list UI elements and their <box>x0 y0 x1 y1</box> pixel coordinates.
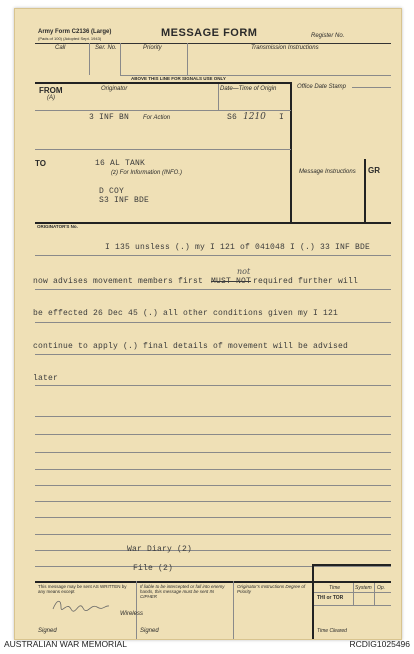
date-time-label: Date—Time of Origin <box>220 86 277 92</box>
thi-tor-label: THI or TOR <box>317 595 344 601</box>
intercept-note: If liable to be intercepted or fall into enemy hands, this message must be sent IN CIPHER <box>140 584 225 599</box>
message-line-3: be effected 26 Dec 45 (.) all other conditions given my I 121 <box>33 309 339 318</box>
date-suffix-typed: I <box>279 113 285 122</box>
written-note: This message may be sent AS WRITTEN by any means except <box>38 584 127 594</box>
time-label: Time <box>329 585 341 591</box>
originator-label: Originator <box>101 86 128 92</box>
from-label: FROM <box>39 86 63 95</box>
for-action-label: For Action <box>143 115 171 121</box>
priority-label: Priority <box>143 45 162 51</box>
originators-no-label: ORIGINATOR'S No. <box>37 224 78 229</box>
office-date-stamp-label: Office Date Stamp <box>297 84 347 90</box>
signed-label-middle: Signed <box>140 628 159 634</box>
message-line-4: continue to apply (.) final details of movement will be advised <box>33 342 349 351</box>
message-form-paper <box>14 8 402 640</box>
register-no-label: Register No. <box>311 33 345 39</box>
from-a-label: (A) <box>47 95 55 101</box>
time-cleared-label: Time Cleared <box>317 628 347 634</box>
date-code-typed: S6 <box>227 113 238 122</box>
war-diary-typed: War Diary (2) <box>127 545 193 554</box>
transmission-label: Transmission Instructions <box>251 45 319 51</box>
message-line-5: later <box>33 374 59 383</box>
struck-words: MUST NOT <box>211 277 252 286</box>
wireless-label: Wireless <box>120 611 143 617</box>
for-information-label: (z) For Information (INFO.) <box>111 170 183 176</box>
from-originator-typed: 3 INF BN <box>89 113 130 122</box>
signature <box>51 597 111 615</box>
file-typed: File (2) <box>133 564 174 573</box>
signed-label-left: Signed <box>38 628 57 634</box>
footer-left: AUSTRALIAN WAR MEMORIAL <box>4 639 127 649</box>
to-line1-typed: 16 AL TANK <box>95 159 146 168</box>
info-line2-typed: S3 INF BDE <box>99 196 150 205</box>
form-title: MESSAGE FORM <box>161 27 258 39</box>
call-label: Call <box>55 45 66 51</box>
gr-label: GR <box>368 166 380 175</box>
message-line-2: now advises movement members first <box>33 277 204 286</box>
system-label: System <box>355 585 372 591</box>
after-struck-typed: required further will <box>253 277 359 286</box>
handwritten-not: not <box>237 267 251 276</box>
army-form-sub: (Pads of 100) (Adopted Sept. 1943) <box>38 36 102 41</box>
op-label: Op. <box>377 585 386 591</box>
footer-right: RCDIG1025496 <box>349 639 410 649</box>
orig-instructions-label: Originator's Instructions Degree of Priority <box>237 584 306 594</box>
date-handwritten: 1210 <box>243 112 266 122</box>
above-line-label: ABOVE THIS LINE FOR SIGNALS USE ONLY <box>131 76 226 81</box>
info-line1-typed: D COY <box>99 187 125 196</box>
army-form-label: Army Form C2136 (Large) <box>38 29 112 35</box>
message-instructions-label: Message Instructions <box>299 169 356 175</box>
message-line-1: I 135 unsless (.) my I 121 of 041048 I (.) 33 INF BDE <box>105 243 371 252</box>
ser-no-label: Ser. No. <box>95 45 117 51</box>
to-label: TO <box>35 159 46 168</box>
